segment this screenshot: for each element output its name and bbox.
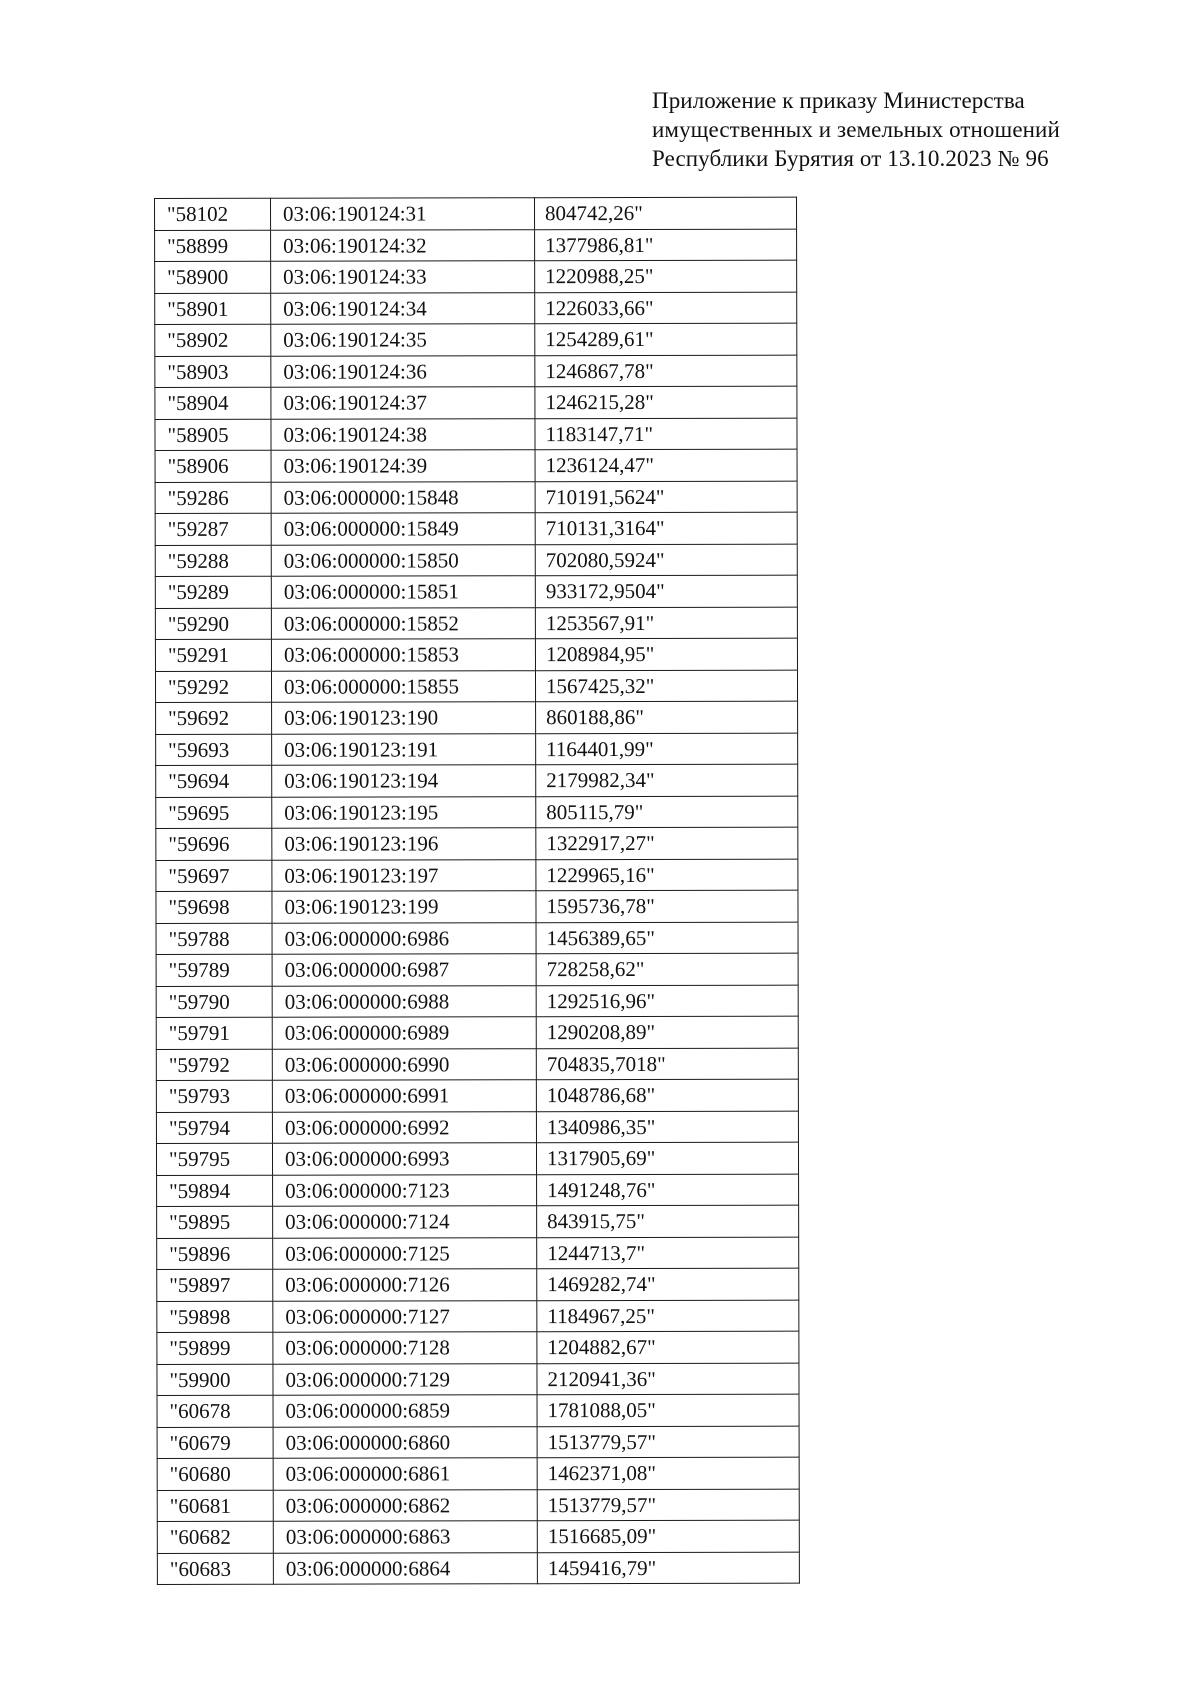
cadastral-value-cell: 1254289,61" — [535, 323, 797, 355]
table-row — [155, 575, 797, 608]
row-number-cell: "59288 — [155, 545, 271, 577]
header-line-3: Республики Бурятия от 13.10.2023 № 96 — [652, 146, 1049, 171]
row-number-cell: "59290 — [155, 608, 271, 640]
cadastral-number-cell: 03:06:000000:15852 — [271, 607, 535, 639]
row-number-cell: "58901 — [155, 293, 271, 325]
row-number-cell: "59698 — [156, 891, 272, 923]
row-number-cell: "59897 — [157, 1269, 273, 1301]
row-number-cell: "60678 — [157, 1395, 273, 1427]
cadastral-number-cell: 03:06:190124:36 — [271, 355, 535, 387]
cadastral-value-cell: 933172,9504" — [535, 575, 797, 607]
cadastral-number-cell: 03:06:190124:38 — [271, 418, 535, 450]
cadastral-value-cell: 1229965,16" — [536, 859, 798, 891]
table-row — [157, 1331, 799, 1364]
cadastral-number-cell: 03:06:000000:7129 — [273, 1363, 537, 1395]
cadastral-number-cell: 03:06:000000:6988 — [272, 985, 536, 1017]
row-number-cell: "59694 — [156, 765, 272, 797]
table-row — [155, 229, 797, 262]
row-number-cell: "59693 — [156, 734, 272, 766]
cadastral-number-cell: 03:06:190124:31 — [271, 198, 535, 230]
cadastral-number-cell: 03:06:190123:197 — [272, 859, 536, 891]
cadastral-number-cell: 03:06:000000:7127 — [273, 1300, 537, 1332]
cadastral-value-cell: 1253567,91" — [535, 607, 797, 639]
table-row — [155, 481, 797, 514]
cadastral-value-cell: 805115,79" — [536, 796, 798, 828]
table-row — [157, 1237, 799, 1270]
table-row — [157, 1205, 799, 1238]
cadastral-number-cell: 03:06:190124:33 — [271, 261, 535, 293]
cadastral-value-cell: 1244713,7" — [537, 1237, 799, 1269]
table-row — [155, 197, 797, 230]
table-row — [157, 1300, 799, 1333]
cadastral-value-cell: 1567425,32" — [535, 670, 797, 702]
cadastral-value-cell: 1226033,66" — [535, 292, 797, 324]
cadastral-number-cell: 03:06:000000:6987 — [272, 954, 536, 986]
cadastral-value-cell: 1236124,47" — [535, 449, 797, 481]
cadastral-number-cell: 03:06:000000:15850 — [271, 544, 535, 576]
cadastral-value-table — [154, 197, 800, 1585]
row-number-cell: "60683 — [157, 1553, 273, 1585]
cadastral-number-cell: 03:06:190123:199 — [272, 891, 536, 923]
cadastral-value-cell: 710191,5624" — [535, 481, 797, 513]
cadastral-number-cell: 03:06:190124:35 — [271, 324, 535, 356]
row-number-cell: "59289 — [155, 576, 271, 608]
row-number-cell: "59287 — [155, 513, 271, 545]
cadastral-value-cell: 1491248,76" — [537, 1174, 799, 1206]
cadastral-value-cell: 1469282,74" — [537, 1268, 799, 1300]
table-body — [155, 197, 800, 1584]
cadastral-number-cell: 03:06:000000:6991 — [272, 1080, 536, 1112]
cadastral-value-cell: 702080,5924" — [535, 544, 797, 576]
cadastral-number-cell: 03:06:000000:7124 — [273, 1206, 537, 1238]
cadastral-number-cell: 03:06:190123:196 — [272, 828, 536, 860]
table-row — [156, 922, 798, 955]
appendix-header — [652, 86, 1172, 173]
cadastral-value-cell: 1459416,79" — [537, 1552, 799, 1584]
cadastral-value-cell: 1317905,69" — [536, 1142, 798, 1174]
cadastral-value-cell: 1781088,05" — [537, 1394, 799, 1426]
table-row — [156, 1142, 798, 1175]
cadastral-number-cell: 03:06:000000:6864 — [273, 1552, 537, 1584]
table-row — [155, 418, 797, 451]
table-row — [157, 1426, 799, 1459]
cadastral-number-cell: 03:06:190124:39 — [271, 450, 535, 482]
cadastral-number-cell: 03:06:000000:6860 — [273, 1426, 537, 1458]
cadastral-value-cell: 1184967,25" — [537, 1300, 799, 1332]
row-number-cell: "59896 — [157, 1238, 273, 1270]
row-number-cell: "59791 — [156, 1017, 272, 1049]
table-row — [155, 323, 797, 356]
cadastral-value-cell: 804742,26" — [535, 197, 797, 229]
cadastral-number-cell: 03:06:190123:195 — [272, 796, 536, 828]
cadastral-number-cell: 03:06:000000:7125 — [273, 1237, 537, 1269]
table-row — [157, 1174, 799, 1207]
table-row — [155, 449, 797, 482]
table-row — [155, 292, 797, 325]
row-number-cell: "59792 — [156, 1049, 272, 1081]
row-number-cell: "59795 — [156, 1143, 272, 1175]
row-number-cell: "58903 — [155, 356, 271, 388]
cadastral-number-cell: 03:06:000000:7126 — [273, 1269, 537, 1301]
table-row — [155, 670, 797, 703]
cadastral-value-cell: 1322917,27" — [536, 827, 798, 859]
row-number-cell: "60680 — [157, 1458, 273, 1490]
row-number-cell: "59692 — [156, 702, 272, 734]
cadastral-number-cell: 03:06:000000:15853 — [271, 639, 535, 671]
row-number-cell: "58902 — [155, 324, 271, 356]
cadastral-number-cell: 03:06:000000:6863 — [273, 1521, 537, 1553]
table-row — [155, 512, 797, 545]
cadastral-value-cell: 704835,7018" — [536, 1048, 798, 1080]
cadastral-number-cell: 03:06:190124:37 — [271, 387, 535, 419]
cadastral-value-cell: 1246215,28" — [535, 386, 797, 418]
cadastral-value-cell: 1513779,57" — [537, 1426, 799, 1458]
row-number-cell: "59697 — [156, 860, 272, 892]
cadastral-value-cell: 1204882,67" — [537, 1331, 799, 1363]
row-number-cell: "59790 — [156, 986, 272, 1018]
table-row — [156, 827, 798, 860]
row-number-cell: "59788 — [156, 923, 272, 955]
cadastral-number-cell: 03:06:190124:32 — [271, 229, 535, 261]
cadastral-number-cell: 03:06:190123:194 — [272, 765, 536, 797]
table-row — [156, 890, 798, 923]
row-number-cell: "59794 — [156, 1112, 272, 1144]
cadastral-number-cell: 03:06:000000:6992 — [272, 1111, 536, 1143]
row-number-cell: "60679 — [157, 1427, 273, 1459]
cadastral-number-cell: 03:06:000000:6862 — [273, 1489, 537, 1521]
cadastral-number-cell: 03:06:000000:7128 — [273, 1332, 537, 1364]
cadastral-number-cell: 03:06:000000:6993 — [272, 1143, 536, 1175]
row-number-cell: "60682 — [157, 1521, 273, 1553]
table-row — [157, 1394, 799, 1427]
cadastral-value-cell: 1290208,89" — [536, 1016, 798, 1048]
cadastral-value-cell: 1462371,08" — [537, 1457, 799, 1489]
header-line-1: Приложение к приказу Министерства — [652, 88, 1025, 113]
cadastral-number-cell: 03:06:190123:190 — [272, 702, 536, 734]
row-number-cell: "58906 — [155, 450, 271, 482]
table-row — [156, 701, 798, 734]
cadastral-number-cell: 03:06:000000:15851 — [271, 576, 535, 608]
cadastral-number-cell: 03:06:000000:15855 — [271, 670, 535, 702]
table-row — [156, 796, 798, 829]
table-row — [156, 733, 798, 766]
table-row — [156, 1048, 798, 1081]
row-number-cell: "59696 — [156, 828, 272, 860]
cadastral-value-cell: 1220988,25" — [535, 260, 797, 292]
cadastral-number-cell: 03:06:190123:191 — [272, 733, 536, 765]
cadastral-value-cell: 1340986,35" — [536, 1111, 798, 1143]
cadastral-value-cell: 1456389,65" — [536, 922, 798, 954]
cadastral-value-cell: 1595736,78" — [536, 890, 798, 922]
cadastral-value-cell: 1164401,99" — [536, 733, 798, 765]
row-number-cell: "59286 — [155, 482, 271, 514]
row-number-cell: "59789 — [156, 954, 272, 986]
header-line-2: имущественных и земельных отношений — [652, 117, 1060, 142]
row-number-cell: "59291 — [155, 639, 271, 671]
cadastral-number-cell: 03:06:000000:6990 — [272, 1048, 536, 1080]
cadastral-value-cell: 2179982,34" — [536, 764, 798, 796]
table-row — [155, 260, 797, 293]
row-number-cell: "58900 — [155, 261, 271, 293]
row-number-cell: "58904 — [155, 387, 271, 419]
table-row — [155, 607, 797, 640]
row-number-cell: "58905 — [155, 419, 271, 451]
table-row — [157, 1457, 799, 1490]
table-row — [156, 764, 798, 797]
row-number-cell: "59695 — [156, 797, 272, 829]
cadastral-value-cell: 1377986,81" — [535, 229, 797, 261]
row-number-cell: "59292 — [155, 671, 271, 703]
cadastral-value-cell: 1183147,71" — [535, 418, 797, 450]
cadastral-number-cell: 03:06:000000:6986 — [272, 922, 536, 954]
cadastral-value-cell: 1513779,57" — [537, 1489, 799, 1521]
row-number-cell: "59899 — [157, 1332, 273, 1364]
row-number-cell: "59900 — [157, 1364, 273, 1396]
cadastral-value-cell: 1208984,95" — [535, 638, 797, 670]
table-row — [156, 1079, 798, 1112]
cadastral-value-cell: 1516685,09" — [537, 1520, 799, 1552]
table-row — [157, 1268, 799, 1301]
cadastral-table-container — [154, 198, 796, 1585]
table-row — [156, 1016, 798, 1049]
table-row — [156, 1111, 798, 1144]
cadastral-value-cell: 2120941,36" — [537, 1363, 799, 1395]
table-row — [156, 985, 798, 1018]
cadastral-number-cell: 03:06:000000:15849 — [271, 513, 535, 545]
cadastral-number-cell: 03:06:000000:7123 — [273, 1174, 537, 1206]
row-number-cell: "59894 — [157, 1175, 273, 1207]
table-row — [155, 638, 797, 671]
table-row — [155, 386, 797, 419]
row-number-cell: "59895 — [157, 1206, 273, 1238]
row-number-cell: "58102 — [155, 198, 271, 230]
table-row — [155, 355, 797, 388]
table-row — [157, 1520, 799, 1553]
cadastral-value-cell: 843915,75" — [537, 1205, 799, 1237]
row-number-cell: "60681 — [157, 1490, 273, 1522]
cadastral-number-cell: 03:06:000000:15848 — [271, 481, 535, 513]
cadastral-number-cell: 03:06:000000:6989 — [272, 1017, 536, 1049]
table-row — [156, 953, 798, 986]
row-number-cell: "59898 — [157, 1301, 273, 1333]
table-row — [156, 859, 798, 892]
row-number-cell: "59793 — [156, 1080, 272, 1112]
cadastral-number-cell: 03:06:190124:34 — [271, 292, 535, 324]
table-row — [157, 1363, 799, 1396]
cadastral-value-cell: 710131,3164" — [535, 512, 797, 544]
cadastral-value-cell: 1048786,68" — [536, 1079, 798, 1111]
cadastral-number-cell: 03:06:000000:6859 — [273, 1395, 537, 1427]
cadastral-value-cell: 1292516,96" — [536, 985, 798, 1017]
table-row — [157, 1489, 799, 1522]
cadastral-number-cell: 03:06:000000:6861 — [273, 1458, 537, 1490]
table-row — [155, 544, 797, 577]
cadastral-value-cell: 1246867,78" — [535, 355, 797, 387]
cadastral-value-cell: 860188,86" — [536, 701, 798, 733]
table-row — [157, 1552, 799, 1585]
cadastral-value-cell: 728258,62" — [536, 953, 798, 985]
row-number-cell: "58899 — [155, 230, 271, 262]
